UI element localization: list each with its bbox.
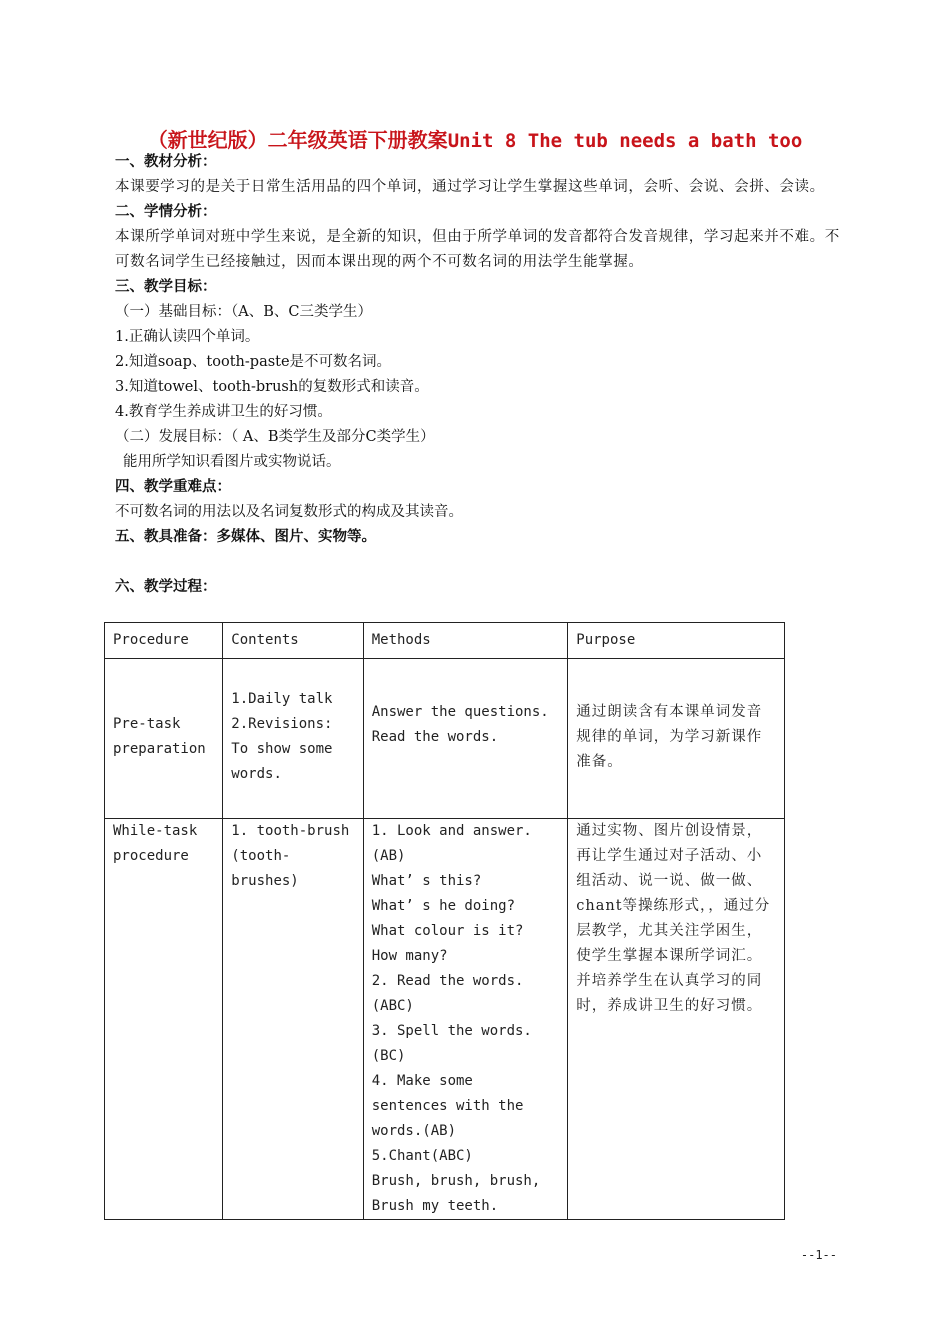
table-cell: 通过实物、图片创设情景，再让学生通过对子活动、小组活动、说一说、做一做、chant等操练形式，，通过分层教学，尤其关注学困生，使学生掌握本课所学词汇。并培养学生在认真学习的同时，养成讲卫生的好习惯。	[568, 819, 785, 1220]
section-heading: 一、教材分析：	[115, 154, 217, 170]
table-cell: Answer the questions. Read the words.	[363, 659, 568, 819]
goal-subheading: （二）发展目标：（ A、B类学生及部分C类学生）	[115, 429, 435, 445]
table-cell: 1.Daily talk 2.Revisions: To show some words.	[223, 659, 363, 819]
table-cell: While-task procedure	[105, 819, 223, 1220]
section-heading: 五、教具准备：多媒体、图片、实物等。	[115, 529, 376, 545]
goal-item: 1.正确认读四个单词。	[115, 329, 260, 345]
table-row	[105, 819, 785, 1220]
section-text: 本课所学单词对班中学生来说，是全新的知识，但由于所学单词的发音都符合发音规律，学习起来并不难。不可数名词学生已经接触过，因而本课出现的两个不可数名词的用法学生能掌握。	[115, 229, 840, 270]
table-header-cell: Contents	[223, 623, 363, 659]
section-heading: 二、学情分析：	[115, 204, 217, 220]
table-cell: 通过朗读含有本课单词发音规律的单词，为学习新课作准备。	[568, 659, 785, 819]
goal-item: 2.知道soap、tooth-paste是不可数名词。	[115, 354, 392, 370]
table-cell: 1. tooth-brush (tooth-brushes)	[223, 819, 363, 1220]
goal-item: 4.教育学生养成讲卫生的好习惯。	[115, 404, 332, 420]
goal-item: 能用所学知识看图片或实物说话。	[123, 454, 341, 470]
table-row	[105, 659, 785, 819]
section-heading: 六、教学过程：	[115, 579, 217, 595]
table-cell: 1. Look and answer. (AB) What’ s this? What’ s he doing? What colour is it? How many? 2. Read the words. (ABC) 3. Spell the words. (BC) 4. Make some sentences with the words.(AB) 5.Chant(ABC) Brush, brush, brush, Brush my teeth.	[363, 819, 568, 1220]
table-header-cell: Purpose	[568, 623, 785, 659]
document-body	[115, 150, 840, 600]
section-text: 不可数名词的用法以及名词复数形式的构成及其读音。	[115, 504, 463, 520]
table-header-row	[105, 623, 785, 659]
page-number: --1--	[800, 1248, 837, 1262]
goal-item: 3.知道towel、tooth-brush的复数形式和读音。	[115, 379, 429, 395]
section-heading: 三、教学目标：	[115, 279, 217, 295]
procedure-table	[104, 622, 785, 1220]
section-text: 本课要学习的是关于日常生活用品的四个单词，通过学习让学生掌握这些单词，会听、会说、会拼、会读。	[115, 179, 825, 195]
goal-subheading: （一）基础目标：（A、B、C三类学生）	[115, 304, 372, 320]
document-title: （新世纪版）二年级英语下册教案Unit 8 The tub needs a bath too	[147, 128, 803, 152]
section-heading: 四、教学重难点：	[115, 479, 231, 495]
table-cell: Pre-task preparation	[105, 659, 223, 819]
table-header-cell: Procedure	[105, 623, 223, 659]
table-header-cell: Methods	[363, 623, 568, 659]
